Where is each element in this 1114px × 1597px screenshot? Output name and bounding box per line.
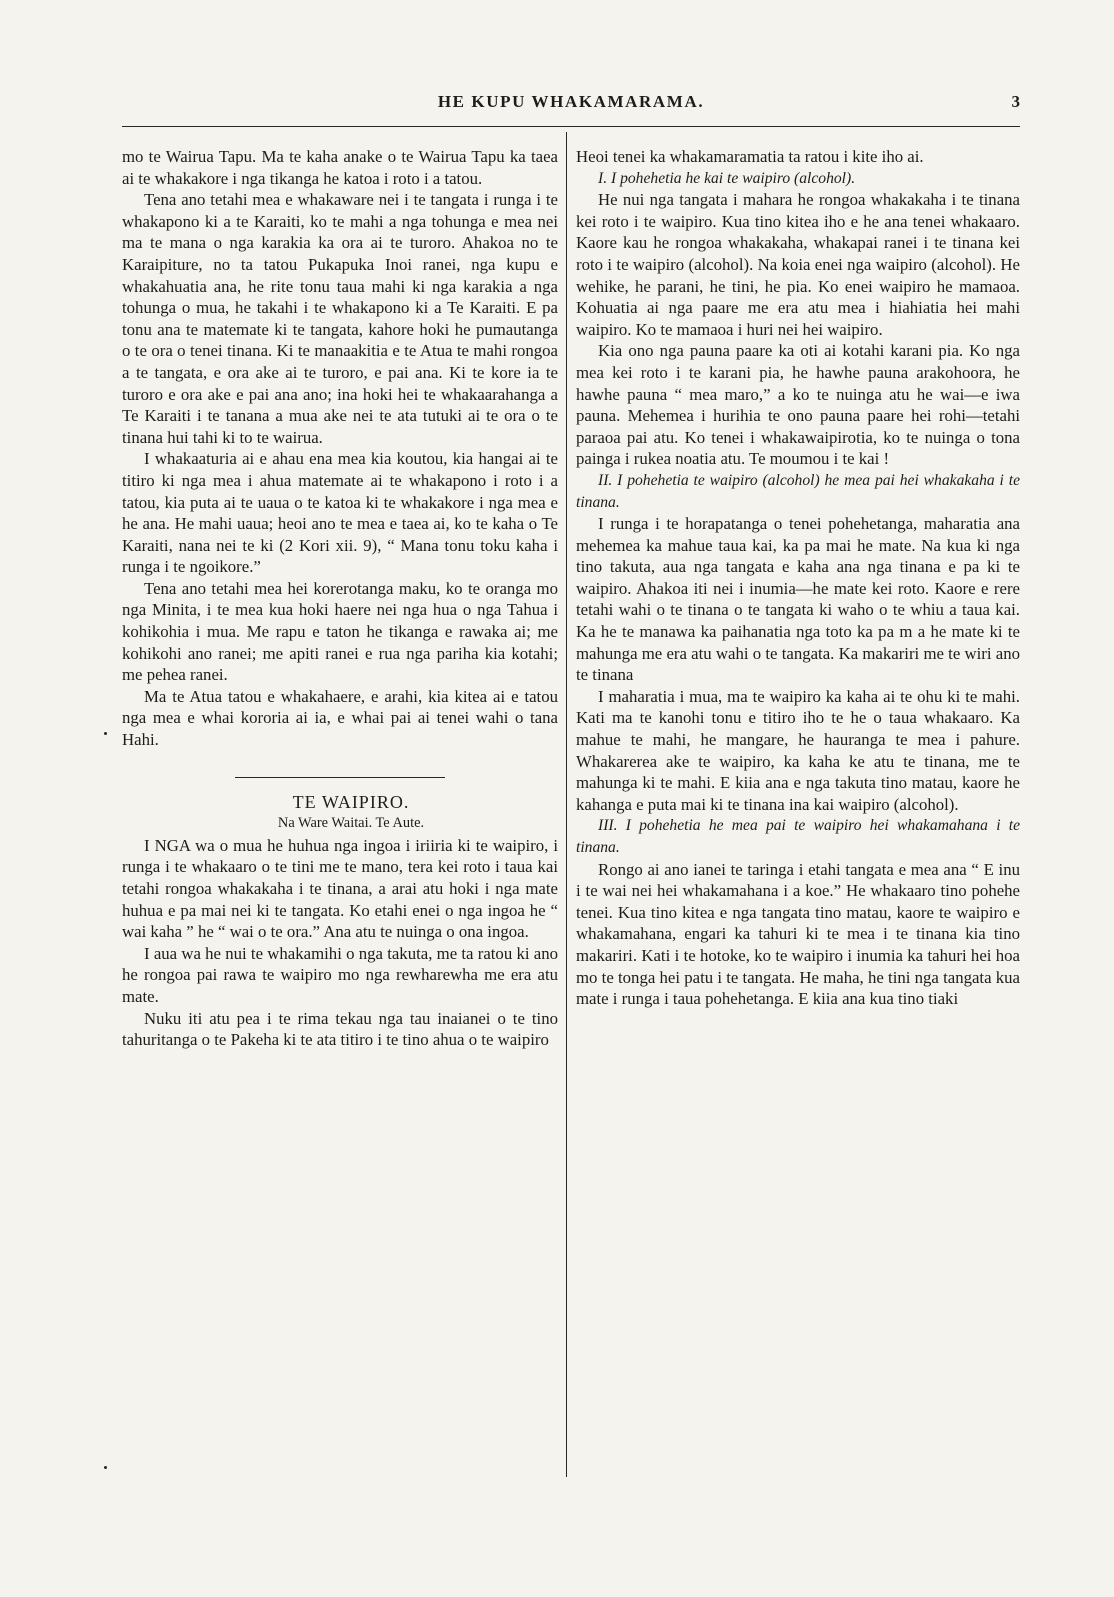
paragraph: I maharatia i mua, ma te waipiro ka kaha ai te ohu ki te mahi. Kati ma te kanohi tonu e titiro iho te he o taua whakaaro. Ka mahue te mahi, he mangare, he hauranga te mea i pahure. Whakarerea ake te waipiro, ka kaha ke atu te tinana, me te mahunga ki te mahi. E kiia ana e nga takuta tino matau, kaore he kahanga e puta mai ki te tinana ina kai waipiro (alcohol). xyxy=(576,686,1020,814)
page-header xyxy=(122,92,1020,120)
paragraph: I NGA wa o mua he huhua nga ingoa i iriiria ki te waipiro, i runga i te whakaaro o te tini me te mano, tera kei roto i taua kai tetahi rongoa whakakaha i te tinana, a arai atu hoki i nga mate huhua e pa mai nei ki te tangata. Ko etahi enei o nga ingoa he “ wai kaha ” he “ wai o te ora.” Ana atu te nuinga o ona ingoa. xyxy=(122,835,558,942)
subheading: I. I pohehetia he kai te waipiro (alcohol). xyxy=(598,169,856,187)
paragraph: I runga i te horapatanga o tenei pohehetanga, maharatia ana mehemea ka mahue taua kai, ka pa mai he mate. Na kua ki nga tino takuta, aua nga tangata e kaha ana nga tinana e pa ki te waipiro. Ahakoa iti nei i inumia—he mate kei roto. Kaore e rere tetahi wahi o te tinana o te tangata ki waho o te whiu a taua kai. Ka he te manawa ka paihanatia nga toto ka pa m a he mate ki te mahunga me era atu wahi o te tangata. Ka makariri me te wiri ano te tinana xyxy=(576,514,1020,685)
subheading: III. I pohehetia he mea pai te waipiro hei whakamahana i te tinana. xyxy=(576,817,1020,856)
left-column xyxy=(122,146,558,1051)
paragraph: Tena ano tetahi mea hei korerotanga maku, ko te oranga mo nga Minita, i te mea kua hoki haere nei nga hua o nga Tahua i kohikohia i mua. Me rapu e taton he tikanga e rawaka ai; me kohikohi ano ranei; me apiti ranei e rua nga pariha kia kotahi; me pehea ranei. xyxy=(122,578,558,685)
paragraph: I whakaaturia ai e ahau ena mea kia koutou, kia hangai ai te titiro ki nga mea i ahua matemate ai te whakapono i roto i a tatou, kia puta ai te uaua o te katoa ki te whakakore i nga mea e he ana. He mahi uaua; heoi ano te mea e taea ai, ko te kaha o Te Karaiti, nana nei te ki (2 Kori xii. 9), “ Mana tonu toku kaha i runga i te ngoikore.” xyxy=(122,449,558,577)
running-title: HE KUPU WHAKAMARAMA. xyxy=(437,92,705,111)
paragraph: He nui nga tangata i mahara he rongoa whakakaha i te tinana kei roto i te waipiro. Kua tino kitea iho e he ana tenei whakaaro. Kaore kau he rongoa whakakaha, whakapai ranei i te tinana kei roto i te waipiro (alcohol). Na koia enei nga waipiro (alcohol). He wehike, he parani, he tini, he pia. Ko enei waipiro he mamaoa. Kohuatia ai nga paare me era atu mea i hiahiatia hei mahi waipiro. Ko te mamaoa i huri nei hei waipiro. xyxy=(576,190,1020,339)
section-title: TE WAIPIRO. xyxy=(292,791,410,812)
article-byline: Na Ware Waitai. Te Aute. xyxy=(277,815,425,832)
section-divider xyxy=(235,777,445,778)
paragraph: Nuku iti atu pea i te rima tekau nga tau inaianei o te tino tahuritanga o te Pakeha ki te ata titiro i te tino ahua o te waipiro xyxy=(122,1008,558,1050)
ink-speck xyxy=(104,1466,107,1469)
paragraph: mo te Wairua Tapu. Ma te kaha anake o te Wairua Tapu ka taea ai te whakakore i nga tikanga he katoa i roto i a tatou. xyxy=(122,147,558,188)
header-rule xyxy=(122,126,1020,127)
paragraph: I aua wa he nui te whakamihi o nga takuta, me ta ratou ki ano he rongoa pai rawa te waipiro mo nga rewharewha me era atu mate. xyxy=(122,943,558,1006)
page-number: 3 xyxy=(1011,92,1020,111)
right-column xyxy=(576,146,1020,1010)
paragraph: Kia ono nga pauna paare ka oti ai kotahi karani pia. Ko nga mea kei roto i te karani pia, he hawhe pauna arakohoora, he hawhe pauna “ mea maro,” a ko te nuinga atu he wai—e iwa pauna. Mehemea i hurihia te ono pauna paare hei rohi—tetahi paraoa pai atu. Ko tenei i whakawaipirotia, ko te nuinga o tona painga i rukea noatia atu. Te moumou i te kai ! xyxy=(576,341,1020,469)
subheading: II. I pohehetia te waipiro (alcohol) he mea pai hei whakakaha i te tinana. xyxy=(576,471,1020,511)
ink-speck xyxy=(104,732,107,735)
paragraph: Heoi tenei ka whakamaramatia ta ratou i kite iho ai. xyxy=(576,147,924,166)
paragraph: Ma te Atua tatou e whakahaere, e arahi, kia kitea ai e tatou nga mea e whai kororia ai ia, e whai pai ai tenei wahi o tana Hahi. xyxy=(122,686,558,750)
paragraph: Rongo ai ano ianei te taringa i etahi tangata e mea ana “ E inu i te wai nei hei whakamahana i a koe.” He whakaaro tino pohehe tenei. Kua tino kitea e nga tangata tino matau, kaore te waipiro e whakamahana, engari ka tahuri ki te mea i te tinana kia tino makariri. Kati i te hotoke, ko te waipiro i inumia ka tahuri hei hoa mo te tonga hei patu i te tangata. He maha, he tini nga tangata kua mate i runga i taua pohehetanga. E kiia ana kua tino tiaki xyxy=(576,859,1020,1009)
column-divider xyxy=(566,132,567,1477)
paragraph: Tena ano tetahi mea e whakaware nei i te tangata i runga i te whakapono ki a te Karaiti, ko te mahi a nga tohunga e mea nei ma te mana o nga karakia ka ora ai te turoro. Ahakoa no te Karaipiture, no ta tatou Pukapuka Inoi ranei, nga kupu e whakahuatia ana, he rite tonu taua mahi ki nga karakia a nga tohunga o mua, he takahi i te whakapono ki a Te Karaiti. E pa tonu ana te matemate ki te tangata, kahore hoki he pumautanga o te ora o tenei tinana. Ki te manaakitia e te Atua te mahi rongoa a te tangata, e ora ake ai te turoro, e pai ana. Ki te kore ia te turoro e ora ake e pai ana ano; ina hoki hei te whakaarahanga a Te Karaiti i te tanana a mua ake nei te ata tutuki ai te ora o te tinana hui tahi ki to te wairua. xyxy=(122,190,558,447)
